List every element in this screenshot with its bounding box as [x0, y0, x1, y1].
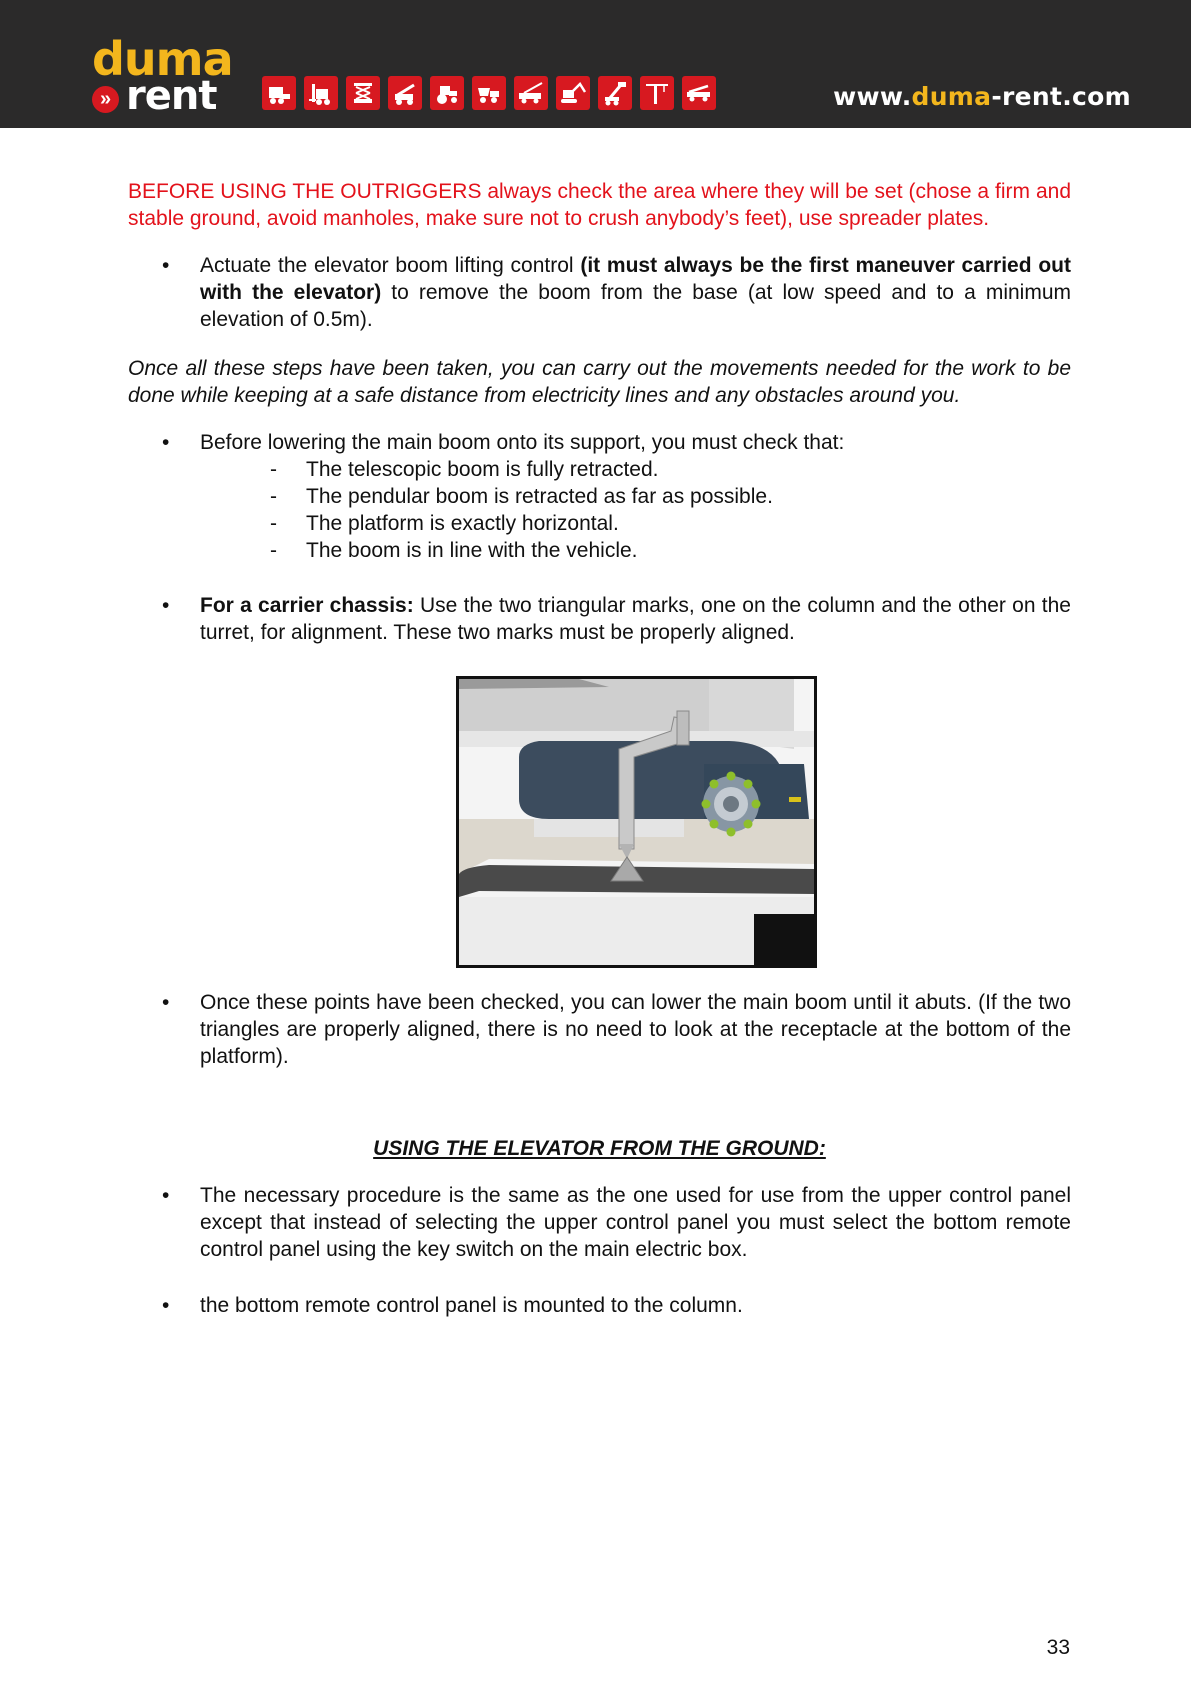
section-heading: USING THE ELEVATOR FROM THE GROUND:: [373, 1137, 826, 1160]
scissor-lift-icon: [346, 76, 380, 110]
tractor-icon: [430, 76, 464, 110]
logo-arrow-icon: »: [92, 86, 119, 113]
url-accent: duma: [911, 82, 992, 111]
machine-icon-strip: [262, 76, 716, 110]
check-item: [128, 483, 1071, 510]
check-item-text: The platform is exactly horizontal.: [306, 512, 619, 535]
bullet-dot: •: [162, 1294, 170, 1317]
telehandler-icon: [388, 76, 422, 110]
url-suffix: -rent.com: [991, 82, 1131, 111]
bullet-text: the bottom remote control panel is mounted to the column.: [200, 1294, 743, 1317]
dash-marker: -: [270, 458, 277, 481]
truck-crane-icon: [514, 76, 548, 110]
bullet-lower-main-boom: [128, 989, 1071, 1070]
alignment-marks-figure: [456, 676, 817, 968]
excavator-icon: [556, 76, 590, 110]
bullet-text: Once these points have been checked, you can lower the main boom until it abuts. (If the two triangles are properly aligned, there is no need to look at the receptacle at the bottom of the platform).: [200, 991, 1071, 1068]
bullet-carrier-chassis: [128, 592, 1071, 646]
check-item: [128, 510, 1071, 537]
forklift-icon: [304, 76, 338, 110]
url-prefix: www.: [833, 82, 912, 111]
dash-marker: -: [270, 485, 277, 508]
check-item-text: The telescopic boom is fully retracted.: [306, 458, 659, 481]
bullet-dot: •: [162, 254, 170, 277]
dash-marker: -: [270, 539, 277, 562]
bullet-text: The necessary procedure is the same as the one used for use from the upper control panel except that instead of selecting the upper control panel you must select the bottom remote control panel using the key switch on the main electric box.: [200, 1184, 1071, 1261]
check-item: [128, 456, 1071, 483]
boom-lift-icon: [598, 76, 632, 110]
mini-dumper-icon: [472, 76, 506, 110]
bullet-text: Before lowering the main boom onto its support, you must check that:: [200, 431, 845, 454]
bullet-dot: •: [162, 991, 170, 1014]
bullet-bold-text: (it must always be the first maneuver carried out with the elevator): [200, 254, 1071, 304]
bullet-remote-panel: [128, 1292, 1071, 1319]
check-item-text: The boom is in line with the vehicle.: [306, 539, 638, 562]
tower-crane-icon: [640, 76, 674, 110]
skid-steer-icon: [262, 76, 296, 110]
dash-marker: -: [270, 512, 277, 535]
truck-mounted-lift-icon: [682, 76, 716, 110]
check-item-text: The pendular boom is retracted as far as possible.: [306, 485, 773, 508]
safety-note: Once all these steps have been taken, you can carry out the movements needed for the work to be done while keeping at a safe distance from electricity lines and any obstacles around you.: [128, 357, 1071, 407]
bullet-before-lowering: [128, 429, 1071, 456]
website-url-link[interactable]: [833, 82, 1131, 111]
bullet-bold-text: For a carrier chassis:: [200, 594, 414, 617]
duma-rent-logo[interactable]: [92, 34, 242, 120]
turret-alignment-illustration: [459, 679, 814, 965]
bullet-ground-procedure: [128, 1182, 1071, 1263]
bullet-boom-lifting: [128, 252, 1071, 333]
bullet-text: Use the two triangular marks, one on the column and the other on the turret, for alignment. These two marks must be properly aligned.: [200, 594, 1071, 644]
bullet-text: Actuate the elevator boom lifting control: [200, 254, 581, 277]
check-item: [128, 537, 1071, 564]
logo-rent-text: rent: [126, 73, 217, 119]
bullet-dot: •: [162, 1184, 170, 1207]
outrigger-warning: BEFORE USING THE OUTRIGGERS always check the area where they will be set (chose a firm and stable ground, avoid manholes, make sure not to crush anybody’s feet), use spreader plates.: [128, 180, 1071, 230]
page-header: [0, 0, 1191, 128]
bullet-dot: •: [162, 594, 170, 617]
bullet-text: to remove the boom from the base (at low speed and to a minimum elevation of 0.5m).: [200, 281, 1071, 331]
page-number: 33: [1046, 1636, 1070, 1659]
logo-duma-text: duma: [92, 32, 233, 86]
bullet-dot: •: [162, 431, 170, 454]
